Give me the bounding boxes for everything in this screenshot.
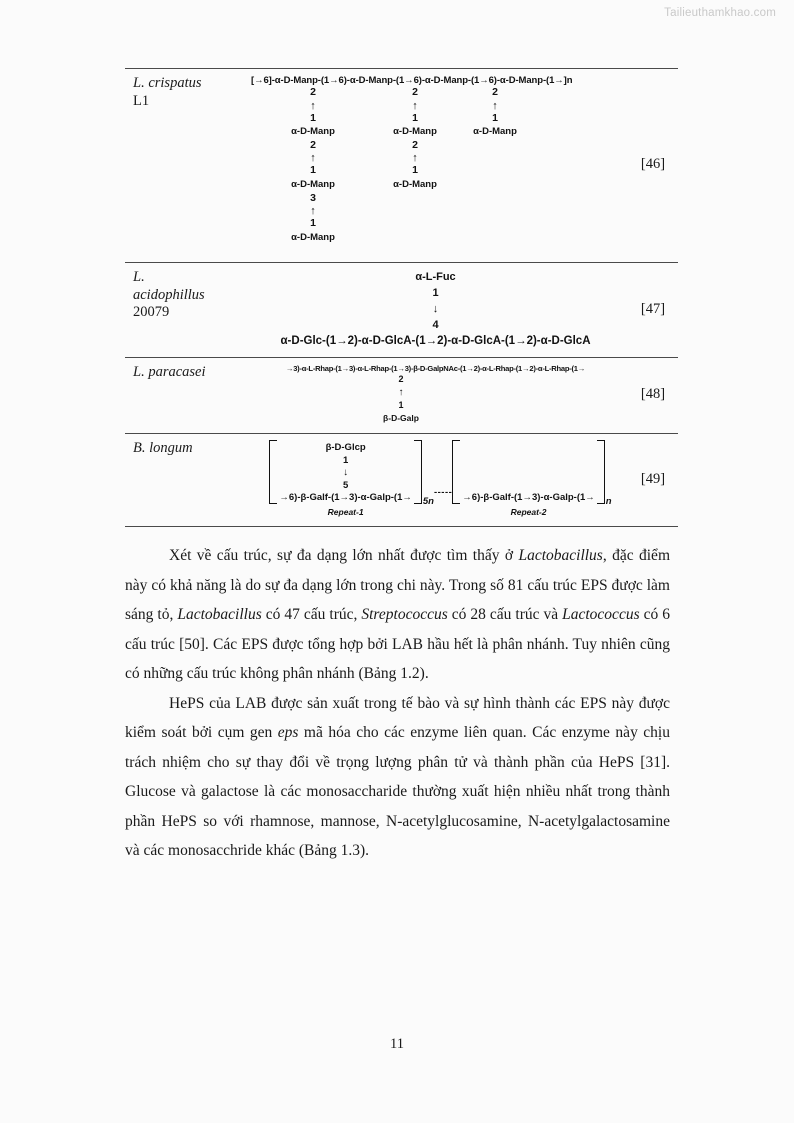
repeat-2-backbone: →6)-β-Galf-(1→3)-α-Galp-(1→ <box>462 492 595 503</box>
repeat-1-label: Repeat-1 <box>327 506 364 517</box>
paracasei-branch <box>311 373 491 425</box>
repeat-2-label: Repeat-2 <box>510 506 547 517</box>
branch-pos: 2 <box>310 138 316 151</box>
body-text <box>125 541 670 866</box>
branch-pos-top: 2 <box>398 374 404 384</box>
organism-name-line2: acidophillus <box>133 286 205 303</box>
branch-pos: 2 <box>492 86 498 98</box>
crispatus-backbone: [→6]-α-D-Manp-(1→6)-α-D-Manp-(1→6)-α-D-Manp-(1→6)-α-D-Manp-(1→]n <box>251 75 573 86</box>
paracasei-structure <box>243 364 628 425</box>
p2-part-b: mã hóa cho các enzyme liên quan. Các enzyme này chịu trách nhiệm cho sự thay đổi về trọng lượng phân tử và thành phần của HePS [31]. Glucose và galactose là các monosaccharide thường xuất hiện nhiều nhất trong thành phần HePS so với rhamnose, mannose, N-acetylglucosamine, N-acetylgalactosamine và các monosacchride khác (Bảng 1.3). <box>125 724 670 859</box>
acidophillus-structure <box>243 269 628 349</box>
table-row <box>125 358 678 434</box>
page-number: 11 <box>390 1036 404 1052</box>
organism-strain: L1 <box>133 92 150 109</box>
branch-pos: 1 <box>412 111 418 124</box>
organism-cell <box>125 434 243 527</box>
branch-arrow-icon: ↑ <box>310 99 316 112</box>
side-link-bottom: 5 <box>342 479 349 491</box>
side-link-top: 1 <box>342 454 349 466</box>
p1-part-b: , đặc điểm này có khả năng là do sự đa dạng lớn trong chi này. Trong số 81 cấu trúc EPS được làm sáng tỏ, <box>125 547 670 623</box>
branch-residue: α-D-Manp <box>393 126 437 138</box>
branch-arrow-icon: ↑ <box>310 205 316 218</box>
organism-name: L. crispatus <box>133 75 202 91</box>
repeat-2-box <box>452 440 605 518</box>
repeat-2-subscript: n <box>605 496 612 507</box>
branch-pos: 1 <box>310 164 316 177</box>
down-arrow-icon: ↓ <box>432 303 439 315</box>
organism-name-line1: L. <box>133 269 145 285</box>
branch-pos: 1 <box>492 111 498 124</box>
branch-residue: α-D-Manp <box>393 178 437 190</box>
branch-arrow-icon: ↑ <box>492 99 498 112</box>
paragraph-2 <box>125 689 670 866</box>
reference-cell: [46] <box>640 156 666 172</box>
branch-residue: α-D-Manp <box>291 126 335 138</box>
organism-cell <box>125 358 243 434</box>
repeat-1-backbone: →6)-β-Galf-(1→3)-α-Galp-(1→ <box>279 492 412 503</box>
reference-cell: [48] <box>640 386 666 402</box>
side-link-bottom: 4 <box>432 319 439 331</box>
reference-cell: [49] <box>640 470 666 487</box>
branch-column-1 <box>273 86 353 244</box>
reference-cell: [47] <box>640 300 666 317</box>
branch-residue: β-D-Galp <box>383 413 419 423</box>
p1-emphasis-1: Lactobacillus <box>518 547 603 564</box>
branch-pos: 2 <box>412 138 418 151</box>
branch-pos-bottom: 1 <box>398 400 404 410</box>
organism-cell <box>125 69 243 263</box>
p1-emphasis-4: Lactococcus <box>562 606 640 623</box>
structure-cell <box>243 358 628 434</box>
side-link-top: 1 <box>432 287 439 299</box>
crispatus-branches <box>243 86 628 254</box>
branch-residue: α-D-Manp <box>291 178 335 190</box>
branch-pos: 2 <box>310 86 316 98</box>
repeat-1-subscript: 5n <box>422 496 434 507</box>
branch-residue: α-D-Manp <box>473 126 517 138</box>
branch-column-3 <box>455 86 535 139</box>
eps-structure-table <box>125 68 678 527</box>
table-row <box>125 69 678 263</box>
table-row <box>125 263 678 358</box>
p1-part-d: có 28 cấu trúc và <box>447 606 563 623</box>
structure-cell <box>243 263 628 358</box>
acidophillus-backbone: α-D-Glc-(1→2)-α-D-GlcA-(1→2)-α-D-GlcA-(1→2)-α-D-GlcA <box>280 335 591 347</box>
structure-cell <box>243 434 628 527</box>
repeat-1-box <box>269 440 422 518</box>
paragraph-1 <box>125 541 670 689</box>
p1-emphasis-2: Lactobacillus <box>177 606 262 623</box>
branch-arrow-icon: ↑ <box>412 152 418 165</box>
side-residue: α-L-Fuc <box>415 271 456 283</box>
structure-cell <box>243 69 628 263</box>
up-arrow-icon: ↑ <box>398 387 404 398</box>
branch-arrow-icon: ↑ <box>412 99 418 112</box>
organism-cell <box>125 263 243 358</box>
down-arrow-icon: ↓ <box>343 467 349 478</box>
branch-pos: 2 <box>412 86 418 98</box>
crispatus-structure <box>243 75 628 254</box>
branch-pos: 1 <box>310 111 316 124</box>
side-residue: β-D-Glcp <box>325 442 366 453</box>
page-content <box>125 0 670 866</box>
chain-separator: ----- <box>433 487 453 498</box>
branch-column-2 <box>375 86 455 192</box>
organism-name: L. paracasei <box>133 364 206 380</box>
branch-pos: 1 <box>310 217 316 230</box>
p1-part-c: có 47 cấu trúc, <box>261 606 362 623</box>
p2-part-a: HePS của LAB được sản xuất trong tế bào và sự hình thành các EPS này được kiểm soát bởi cụm gen <box>125 694 670 741</box>
organism-strain: 20079 <box>133 304 170 321</box>
paracasei-backbone: →3)-α-L-Rhap-(1→3)-α-L-Rhap-(1→3)-β-D-GalpNAc-(1→2)-α-L-Rhap-(1→2)-α-L-Rhap-(1→ <box>285 364 586 373</box>
branch-pos: 1 <box>412 164 418 177</box>
table-row <box>125 434 678 527</box>
p1-part-a: Xét về cấu trúc, sự đa dạng lớn nhất được tìm thấy ở <box>169 547 519 564</box>
branch-arrow-icon: ↑ <box>310 152 316 165</box>
organism-name: B. longum <box>133 440 193 456</box>
branch-residue: α-D-Manp <box>291 231 335 243</box>
repeat-1-stack <box>279 442 412 518</box>
p1-emphasis-3: Streptococcus <box>361 606 448 623</box>
p2-emphasis-1: eps <box>277 724 299 741</box>
branch-pos: 3 <box>310 191 316 204</box>
p1-part-e: có 6 cấu trúc [50]. Các EPS được tổng hợp bởi LAB hầu hết là phân nhánh. Tuy nhiên cũng có những cấu trúc không phân nhánh (Bảng 1.2). <box>125 606 670 682</box>
repeat-2-stack <box>462 442 595 518</box>
longum-structure <box>243 440 628 518</box>
watermark-text: Tailieuthamkhao.com <box>664 7 776 19</box>
